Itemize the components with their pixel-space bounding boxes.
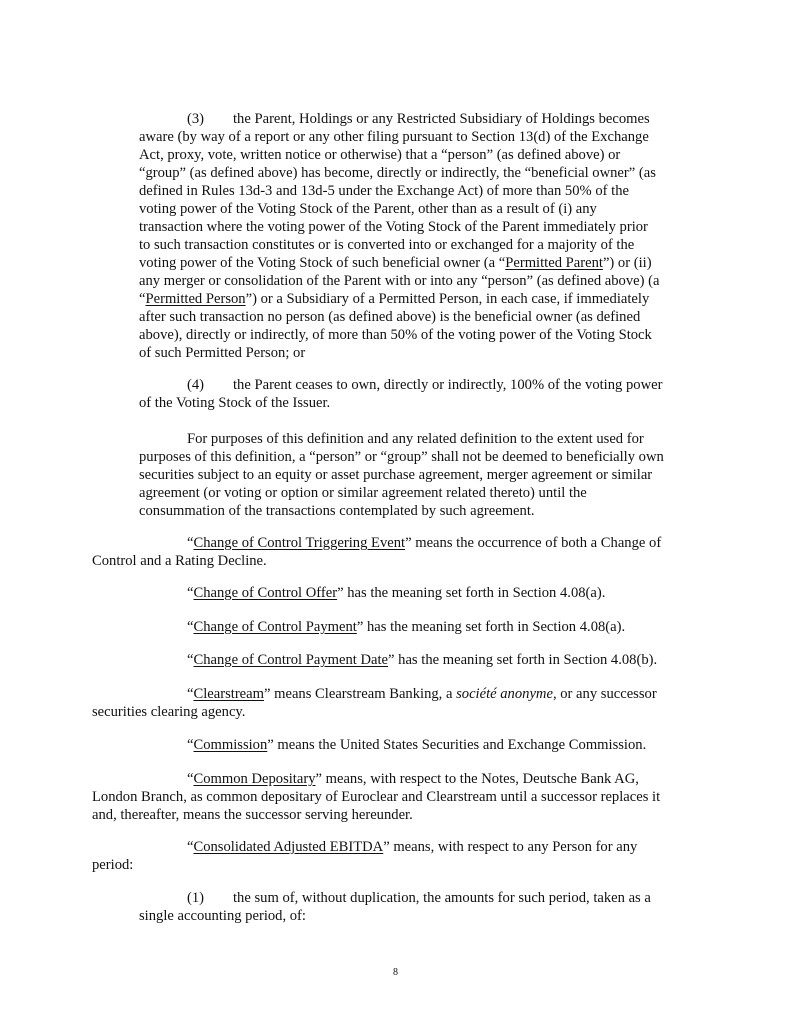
purposes-line-3: securities subject to an equity or asset purchase agreement, merger agreement or similar [139,467,653,483]
open-quote: “ [187,737,194,753]
definition-text-a: ” means Clearstream Banking, a [264,686,457,702]
item-3-line-5: defined in Rules 13d-3 and 13d-5 under the Exchange Act) of more than 50% of the [139,183,629,199]
definition-text: ” means the United States Securities and Exchange Commission. [267,737,647,753]
item-4-number: (4) [187,377,205,393]
definition-coc-payment [0,618,625,636]
item-3-line-13: above), directly or indirectly, of more than 50% of the voting power of the Voting Stock [139,327,652,343]
item-3-line-11-post: ”) or a Subsidiary of a Permitted Person, in each case, if immediately [245,291,650,307]
definition-line-3: and, thereafter, means the successor serving hereunder. [92,807,413,823]
defined-term-coc-triggering-event: Change of Control Triggering Event [193,535,406,551]
item-4-line-2: of the Voting Stock of the Issuer. [139,395,331,411]
purposes-line-5: consummation of the transactions contemplated by such agreement. [139,503,535,519]
definition-text: ” has the meaning set forth in Section 4.08(a). [337,585,606,601]
item-1-line-1: the sum of, without duplication, the amounts for such period, taken as a [233,890,651,906]
definition-text: ” has the meaning set forth in Section 4.08(b). [388,652,658,668]
purposes-line-2: purposes of this definition, a “person” or “group” shall not be deemed to beneficially own [139,449,664,465]
definition-coc-offer [0,584,605,602]
open-quote: “ [187,535,194,551]
definition-text: ” has the meaning set forth in Section 4.08(a). [356,619,626,635]
item-3-paragraph [0,110,659,362]
item-4-line-1: the Parent ceases to own, directly or indirectly, 100% of the voting power [233,377,663,393]
item-1-number: (1) [187,890,205,906]
defined-term-common-depositary: Common Depositary [193,771,316,787]
defined-term-permitted-person: Permitted Person [145,291,246,307]
open-quote: “ [187,839,194,855]
defined-term-clearstream: Clearstream [193,686,264,702]
item-3-line-2: aware (by way of a report or any other filing pursuant to Section 13(d) of the Exchange [139,129,649,145]
defined-term-permitted-parent: Permitted Parent [505,255,603,271]
defined-term-coc-payment-date: Change of Control Payment Date [193,652,389,668]
item-3-line-9-post: ”) or (ii) [602,255,652,271]
definition-line-2: London Branch, as common depositary of Euroclear and Clearstream until a successor replaces it [92,789,661,805]
item-3-line-10: any merger or consolidation of the Parent with or into any “person” (as defined above) (a [139,273,660,289]
item-3-line-1: the Parent, Holdings or any Restricted Subsidiary of Holdings becomes [233,111,650,127]
page-number: 8 [393,967,398,978]
purposes-line-4: agreement (or voting or option or similar agreement related thereto) until the [139,485,587,501]
definition-text: ” means, with respect to the Notes, Deutsche Bank AG, [315,771,639,787]
open-quote: “ [187,652,194,668]
item-3-line-3: Act, proxy, vote, written notice or otherwise) that a “person” (as defined above) or [139,147,621,163]
defined-term-coc-offer: Change of Control Offer [193,585,338,601]
item-3-line-9-pre: voting power of the Voting Stock of such beneficial owner (a “ [139,255,506,271]
definition-line-2: period: [92,857,134,873]
item-3-line-4: “group” (as defined above) has become, directly or indirectly, the “beneficial owner” (as [139,165,656,181]
open-quote: “ [187,585,194,601]
definition-common-depositary [0,770,660,824]
open-quote: “ [187,686,194,702]
definition-line-2: Control and a Rating Decline. [92,553,267,569]
definition-coc-triggering-event [0,534,661,570]
definition-text: ” means the occurrence of both a Change of [405,535,662,551]
item-1-line-2: single accounting period, of: [139,908,306,924]
purposes-paragraph [0,430,664,520]
purposes-line-1: For purposes of this definition and any related definition to the extent used for [187,431,644,447]
item-3-line-14: of such Permitted Person; or [139,345,306,361]
definition-line-2: securities clearing agency. [92,704,246,720]
item-3-line-12: after such transaction no person (as defined above) is the beneficial owner (as defined [139,309,641,325]
defined-term-coc-payment: Change of Control Payment [193,619,357,635]
definition-text-b: , or any successor [552,686,657,702]
item-3-line-7: transaction where the voting power of the Voting Stock of the Parent immediately prior [139,219,648,235]
open-quote: “ [187,771,194,787]
definition-coc-payment-date [0,651,657,669]
definition-clearstream [0,685,657,721]
item-3-line-11-pre: “ [139,291,146,307]
item-4-paragraph [0,376,662,412]
defined-term-consolidated-adjusted-ebitda: Consolidated Adjusted EBITDA [193,839,384,855]
definition-consolidated-adjusted-ebitda [0,838,637,874]
definition-text: ” means, with respect to any Person for any [383,839,638,855]
item-3-line-8: to such transaction constitutes or is converted into or exchanged for a majority of the [139,237,635,253]
italic-societe-anonyme: société anonyme [456,686,553,702]
item-1-paragraph [0,889,651,925]
definition-commission [0,736,646,754]
open-quote: “ [187,619,194,635]
item-3-line-6: voting power of the Voting Stock of the Parent, other than as a result of (i) any [139,201,597,217]
defined-term-commission: Commission [193,737,268,753]
item-3-number: (3) [187,111,205,127]
